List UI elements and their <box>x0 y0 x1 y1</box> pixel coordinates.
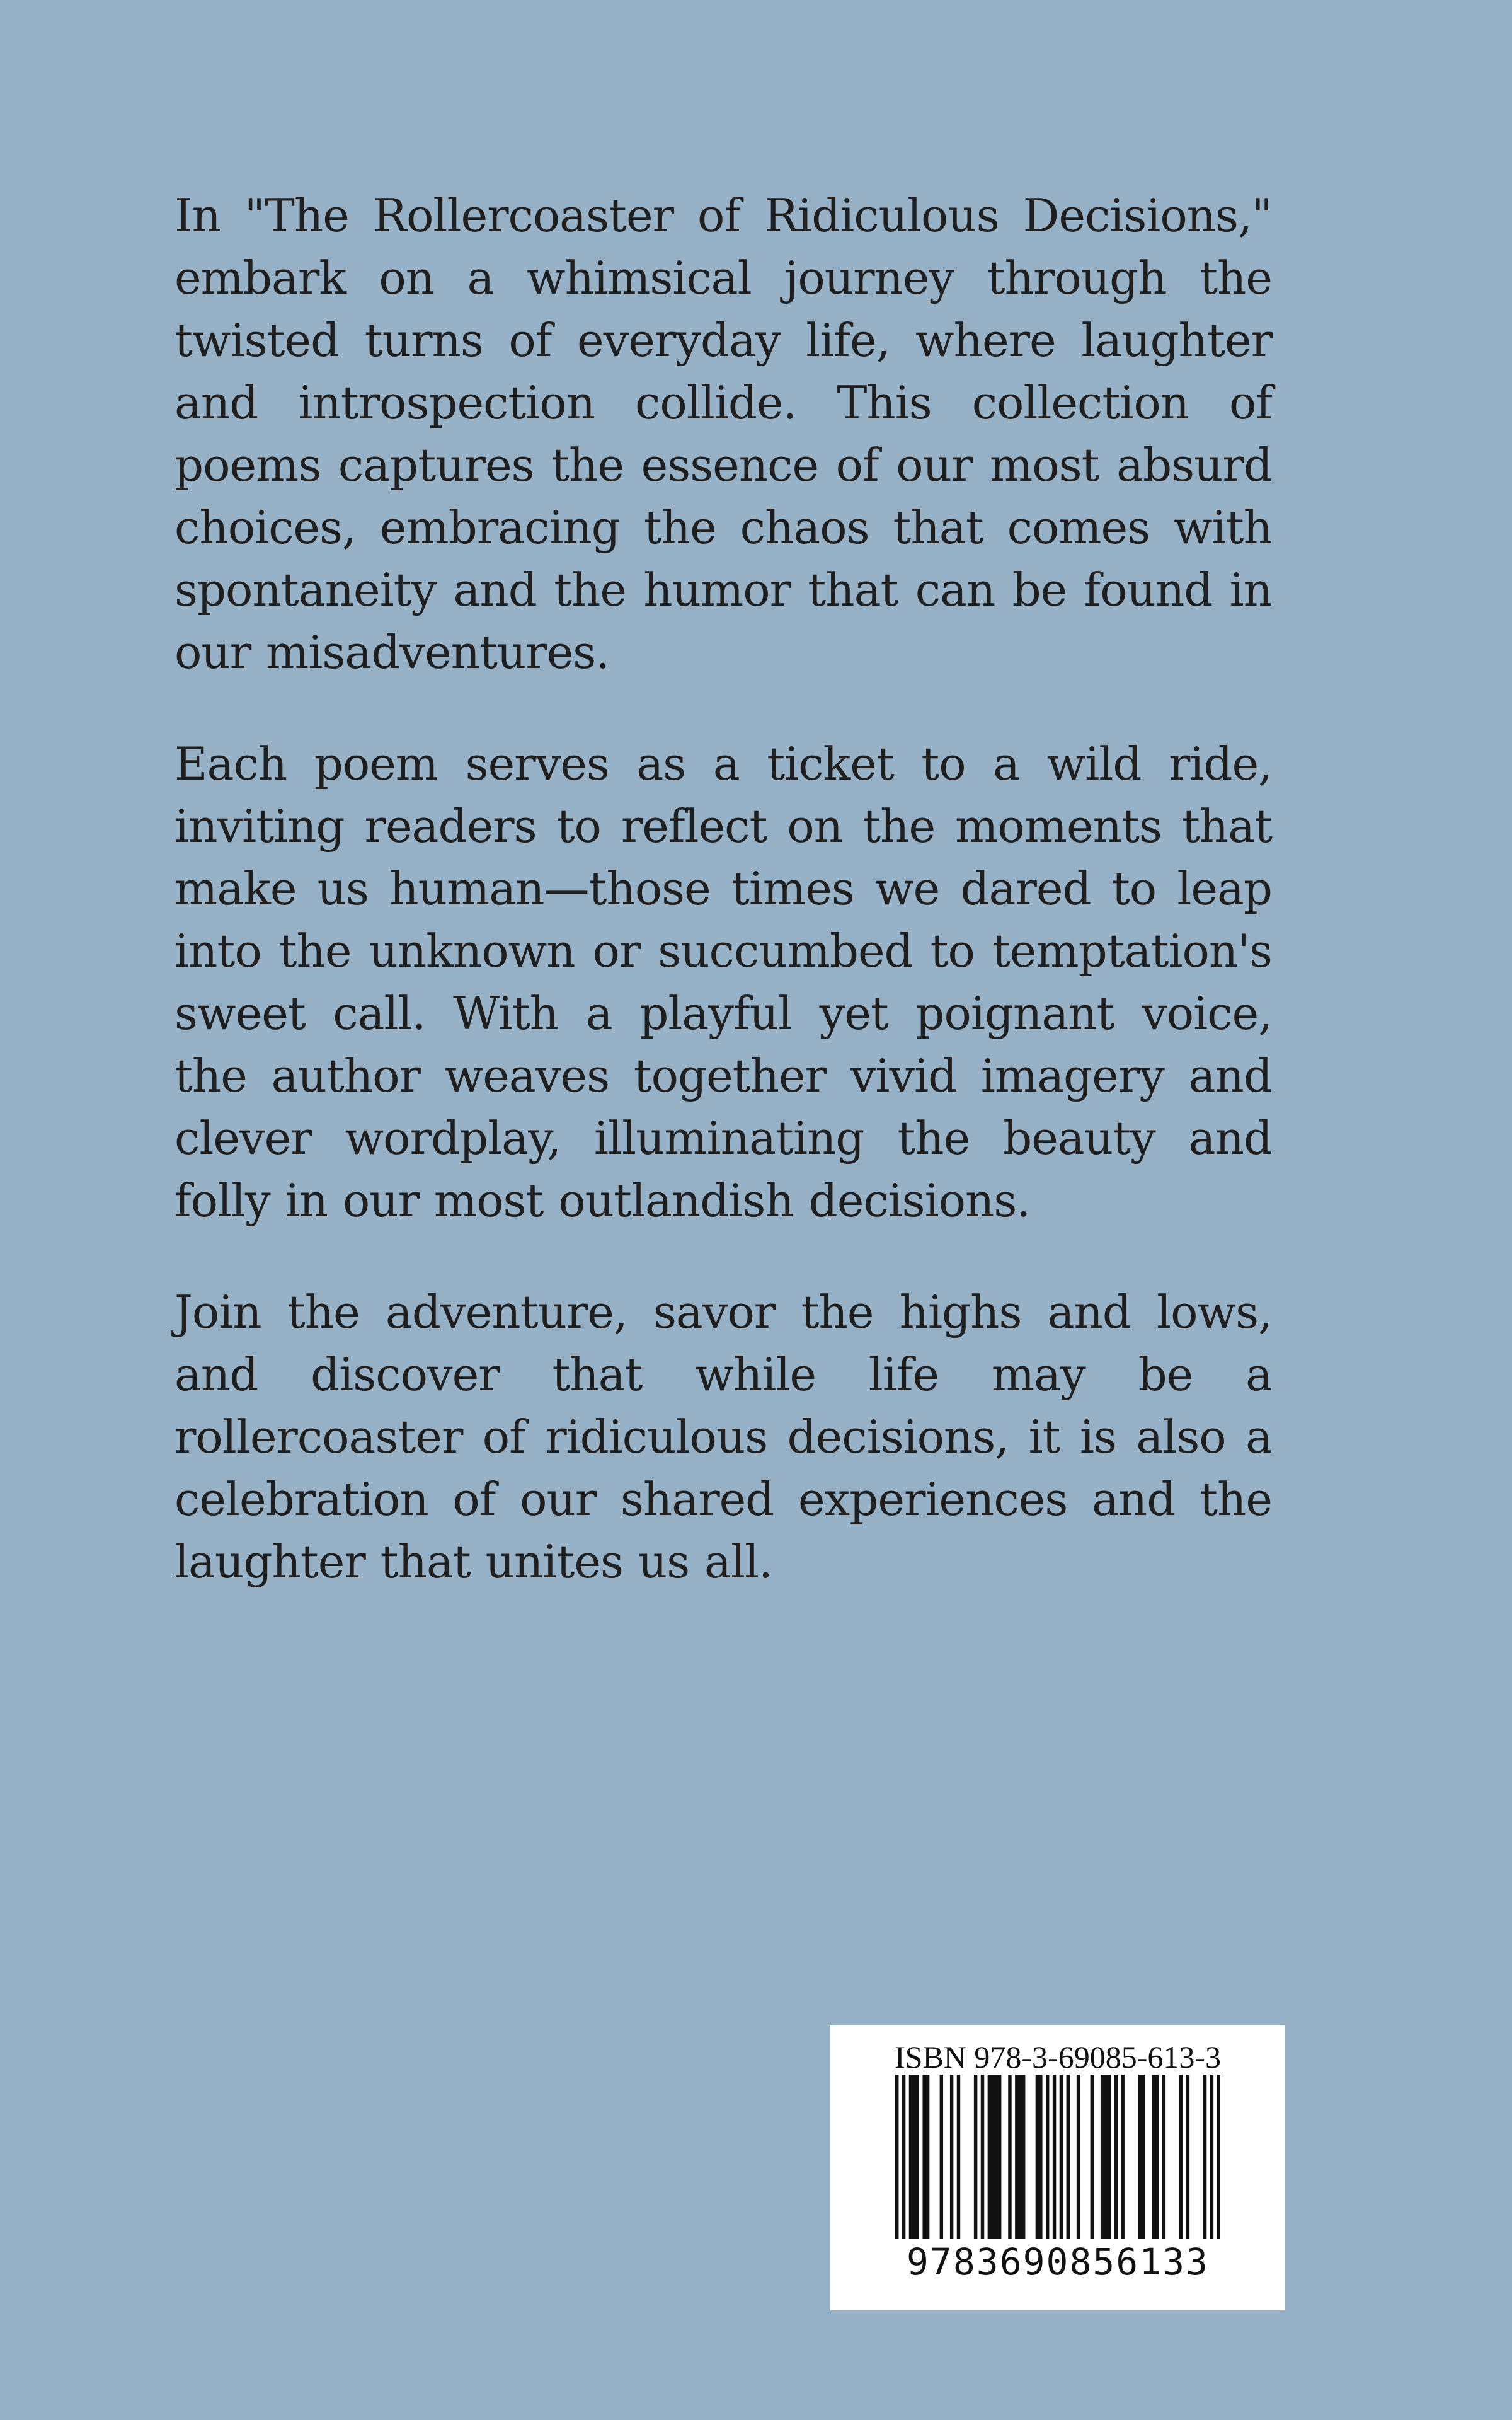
barcode-bar <box>895 2075 898 2238</box>
barcode-bar <box>1046 2075 1049 2238</box>
barcode-bar <box>1053 2075 1056 2238</box>
barcode-bar <box>1060 2075 1063 2238</box>
barcode-bar <box>1186 2075 1189 2238</box>
blurb-paragraph-1: In "The Rollercoaster of Ridiculous Decisions," embark on a whimsical journey through the twisted turns of everyday life, where laughter and introspection collide. This collection of poems captures the essence of our most absurd choices, embracing the chaos that comes with spontaneity and the humor that can be found in our misadventures. <box>175 189 1272 679</box>
barcode-bar <box>974 2075 977 2238</box>
barcode-bar <box>988 2075 1002 2238</box>
barcode-bar <box>957 2075 960 2238</box>
back-cover-blurb <box>175 185 1272 1642</box>
barcode-bar <box>909 2075 919 2238</box>
barcode-bar <box>1152 2075 1159 2238</box>
barcode-bar <box>1008 2075 1011 2238</box>
isbn-barcode-box <box>830 2025 1285 2310</box>
barcode-bar <box>1036 2075 1043 2238</box>
barcode-bar <box>1138 2075 1145 2238</box>
barcode-bar <box>950 2075 953 2238</box>
barcode-bars <box>895 2075 1220 2238</box>
barcode-bar <box>1015 2075 1025 2238</box>
blurb-paragraph-2: Each poem serves as a ticket to a wild ride, inviting readers to reflect on the moments that make us human—those times we dared to leap into the unknown or succumbed to temptation's sweet call. With a playful yet poignant voice, the author weaves together vivid imagery and clever wordplay, illuminating the beauty and folly in our most outlandish decisions. <box>175 737 1272 1227</box>
barcode-bar <box>981 2075 984 2238</box>
barcode-bar <box>1203 2075 1206 2238</box>
isbn-label: ISBN 978-3-69085-613-3 <box>894 2039 1222 2075</box>
barcode-bar <box>1101 2075 1111 2238</box>
barcode-bar <box>940 2075 943 2238</box>
isbn-digits: 9783690856133 <box>907 2240 1209 2283</box>
barcode-bar <box>1210 2075 1213 2238</box>
barcode-bar <box>1121 2075 1124 2238</box>
barcode-bar <box>1077 2075 1080 2238</box>
barcode-bar <box>922 2075 929 2238</box>
barcode-bar <box>1114 2075 1118 2238</box>
barcode-bar <box>1091 2075 1094 2238</box>
blurb-paragraph-3: Join the adventure, savor the highs and lows, and discover that while life may be a rollercoaster of ridiculous decisions, it is also a celebration of our shared experiences and the laughter that unites us all. <box>175 1286 1272 1588</box>
barcode-bar <box>1217 2075 1220 2238</box>
barcode-bar <box>902 2075 905 2238</box>
barcode-bar <box>1067 2075 1070 2238</box>
barcode-bar <box>1162 2075 1166 2238</box>
barcode-bar <box>1179 2075 1183 2238</box>
